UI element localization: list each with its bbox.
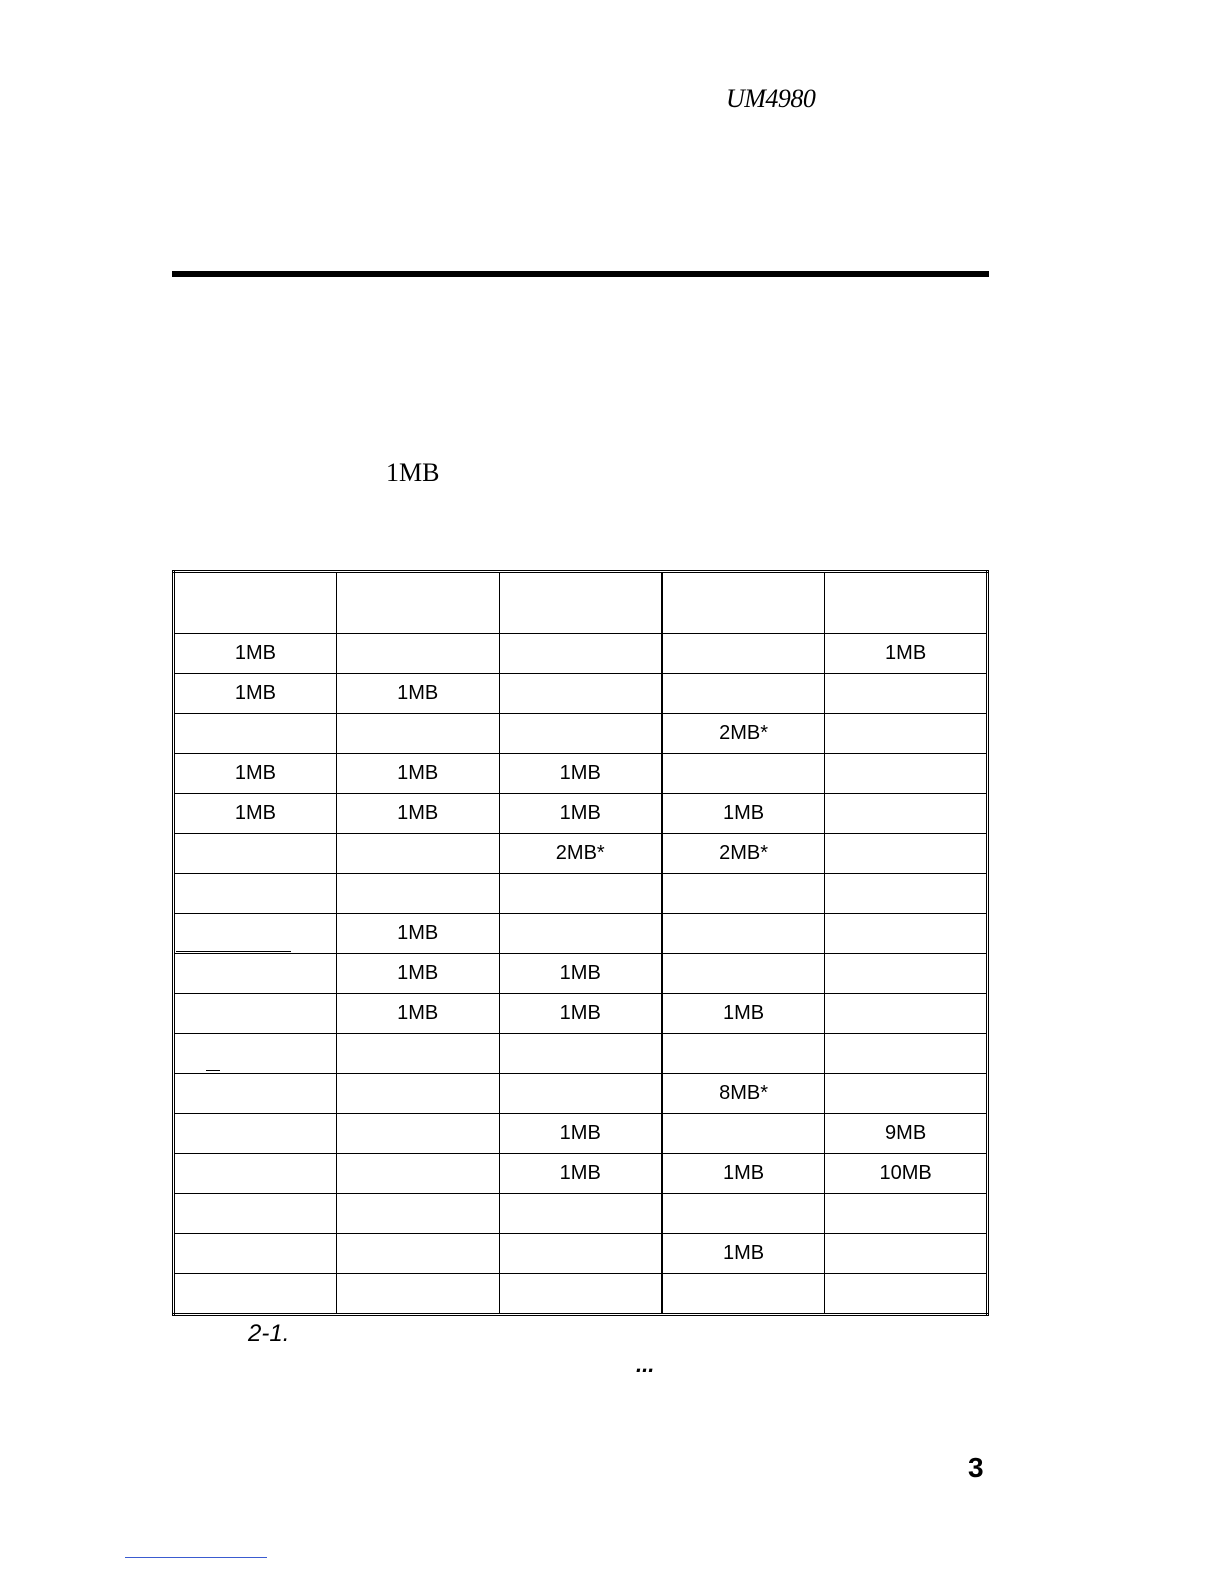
table-header-cell [662, 572, 825, 634]
table-cell: 1MB [499, 1114, 662, 1154]
link-underline-artifact [125, 1557, 267, 1558]
table-cell [662, 874, 825, 914]
table-cell [499, 1034, 662, 1074]
table-cell [174, 714, 337, 754]
table-cell [825, 874, 988, 914]
table-cell [825, 1074, 988, 1114]
table-cell: 1MB [336, 674, 499, 714]
table-caption: 2-1. [248, 1320, 290, 1347]
table-row [174, 1234, 988, 1274]
table-cell: 1MB [174, 674, 337, 714]
table-cell [336, 834, 499, 874]
table-row [174, 994, 988, 1034]
table-cell: 1MB [499, 1154, 662, 1194]
table-cell [336, 1194, 499, 1234]
table-cell [336, 874, 499, 914]
table-cell [825, 794, 988, 834]
table-cell [825, 834, 988, 874]
table-cell [174, 1194, 337, 1234]
table-cell [336, 1274, 499, 1315]
table-cell [825, 1234, 988, 1274]
table-cell [662, 674, 825, 714]
table-cell: 1MB [662, 1234, 825, 1274]
table-cell [499, 1234, 662, 1274]
table-header-cell [336, 572, 499, 634]
scan-mark-artifact [206, 1070, 220, 1071]
table-cell [662, 954, 825, 994]
table-row [174, 1194, 988, 1234]
table-cell [499, 1274, 662, 1315]
table-cell [336, 634, 499, 674]
table-row [174, 1034, 988, 1074]
table-cell [499, 714, 662, 754]
table-cell [662, 914, 825, 954]
table-cell [662, 754, 825, 794]
table-cell [336, 1114, 499, 1154]
table-cell [336, 1034, 499, 1074]
table-cell: 2MB* [499, 834, 662, 874]
table-cell [174, 874, 337, 914]
table-cell [499, 634, 662, 674]
table-cell [499, 1194, 662, 1234]
table-cell [336, 1234, 499, 1274]
table-header-cell [825, 572, 988, 634]
table-row [174, 634, 988, 674]
table-cell: 2MB* [662, 714, 825, 754]
table-cell: 1MB [336, 994, 499, 1034]
table-cell [336, 714, 499, 754]
table-cell: 1MB [336, 914, 499, 954]
table-cell: 1MB [499, 794, 662, 834]
table-cell [662, 634, 825, 674]
table-cell [662, 1194, 825, 1234]
table-row [174, 674, 988, 714]
table-cell: 1MB [499, 954, 662, 994]
table-cell: 10MB [825, 1154, 988, 1194]
table-cell [499, 1074, 662, 1114]
table-cell [825, 994, 988, 1034]
table-header-cell [499, 572, 662, 634]
table-cell [174, 954, 337, 994]
table-row [174, 1154, 988, 1194]
table-cell [499, 874, 662, 914]
table-row [174, 914, 988, 954]
table-cell: 1MB [336, 754, 499, 794]
table-cell [174, 914, 337, 954]
table-row [174, 794, 988, 834]
table-cell [825, 914, 988, 954]
table-cell: 1MB [662, 794, 825, 834]
table-row [174, 834, 988, 874]
table-cell [174, 1274, 337, 1315]
page-number: 3 [968, 1452, 984, 1483]
continuation-ellipsis: ... [636, 1352, 655, 1377]
scan-mark-artifact [176, 951, 291, 952]
table-cell [174, 1114, 337, 1154]
body-note-text: 1MB [386, 458, 440, 487]
table-cell [825, 754, 988, 794]
table-cell [825, 954, 988, 994]
table-header-row [174, 572, 988, 634]
table-cell [825, 1274, 988, 1315]
table-cell: 1MB [662, 994, 825, 1034]
table-cell [662, 1274, 825, 1315]
table-row [174, 1074, 988, 1114]
table-cell [174, 1074, 337, 1114]
table-cell [499, 674, 662, 714]
table-cell [174, 834, 337, 874]
table-row [174, 874, 988, 914]
table-cell: 1MB [499, 754, 662, 794]
table-cell [825, 1194, 988, 1234]
table-cell: 2MB* [662, 834, 825, 874]
table-cell: 8MB* [662, 1074, 825, 1114]
header-rule [172, 271, 989, 277]
table-cell [174, 1234, 337, 1274]
table-row [174, 954, 988, 994]
memory-configuration-table [172, 570, 989, 1316]
table-cell [174, 1034, 337, 1074]
table-cell: 1MB [825, 634, 988, 674]
table-cell [174, 1154, 337, 1194]
table-cell: 9MB [825, 1114, 988, 1154]
table-cell: 1MB [336, 794, 499, 834]
table-cell [336, 1154, 499, 1194]
table-cell [336, 1074, 499, 1114]
table-cell [174, 994, 337, 1034]
table-cell: 1MB [174, 634, 337, 674]
table-header-cell [174, 572, 337, 634]
table-cell: 1MB [336, 954, 499, 994]
table-cell [825, 674, 988, 714]
table-cell [662, 1034, 825, 1074]
table-row [174, 714, 988, 754]
table-cell: 1MB [499, 994, 662, 1034]
table-row [174, 754, 988, 794]
table-cell: 1MB [174, 794, 337, 834]
table-cell [825, 714, 988, 754]
table-row [174, 1274, 988, 1315]
table-cell: 1MB [174, 754, 337, 794]
table-cell [662, 1114, 825, 1154]
table-cell [499, 914, 662, 954]
table-cell [825, 1034, 988, 1074]
table-cell: 1MB [662, 1154, 825, 1194]
document-model-header: UM4980 [726, 84, 816, 113]
table-row [174, 1114, 988, 1154]
